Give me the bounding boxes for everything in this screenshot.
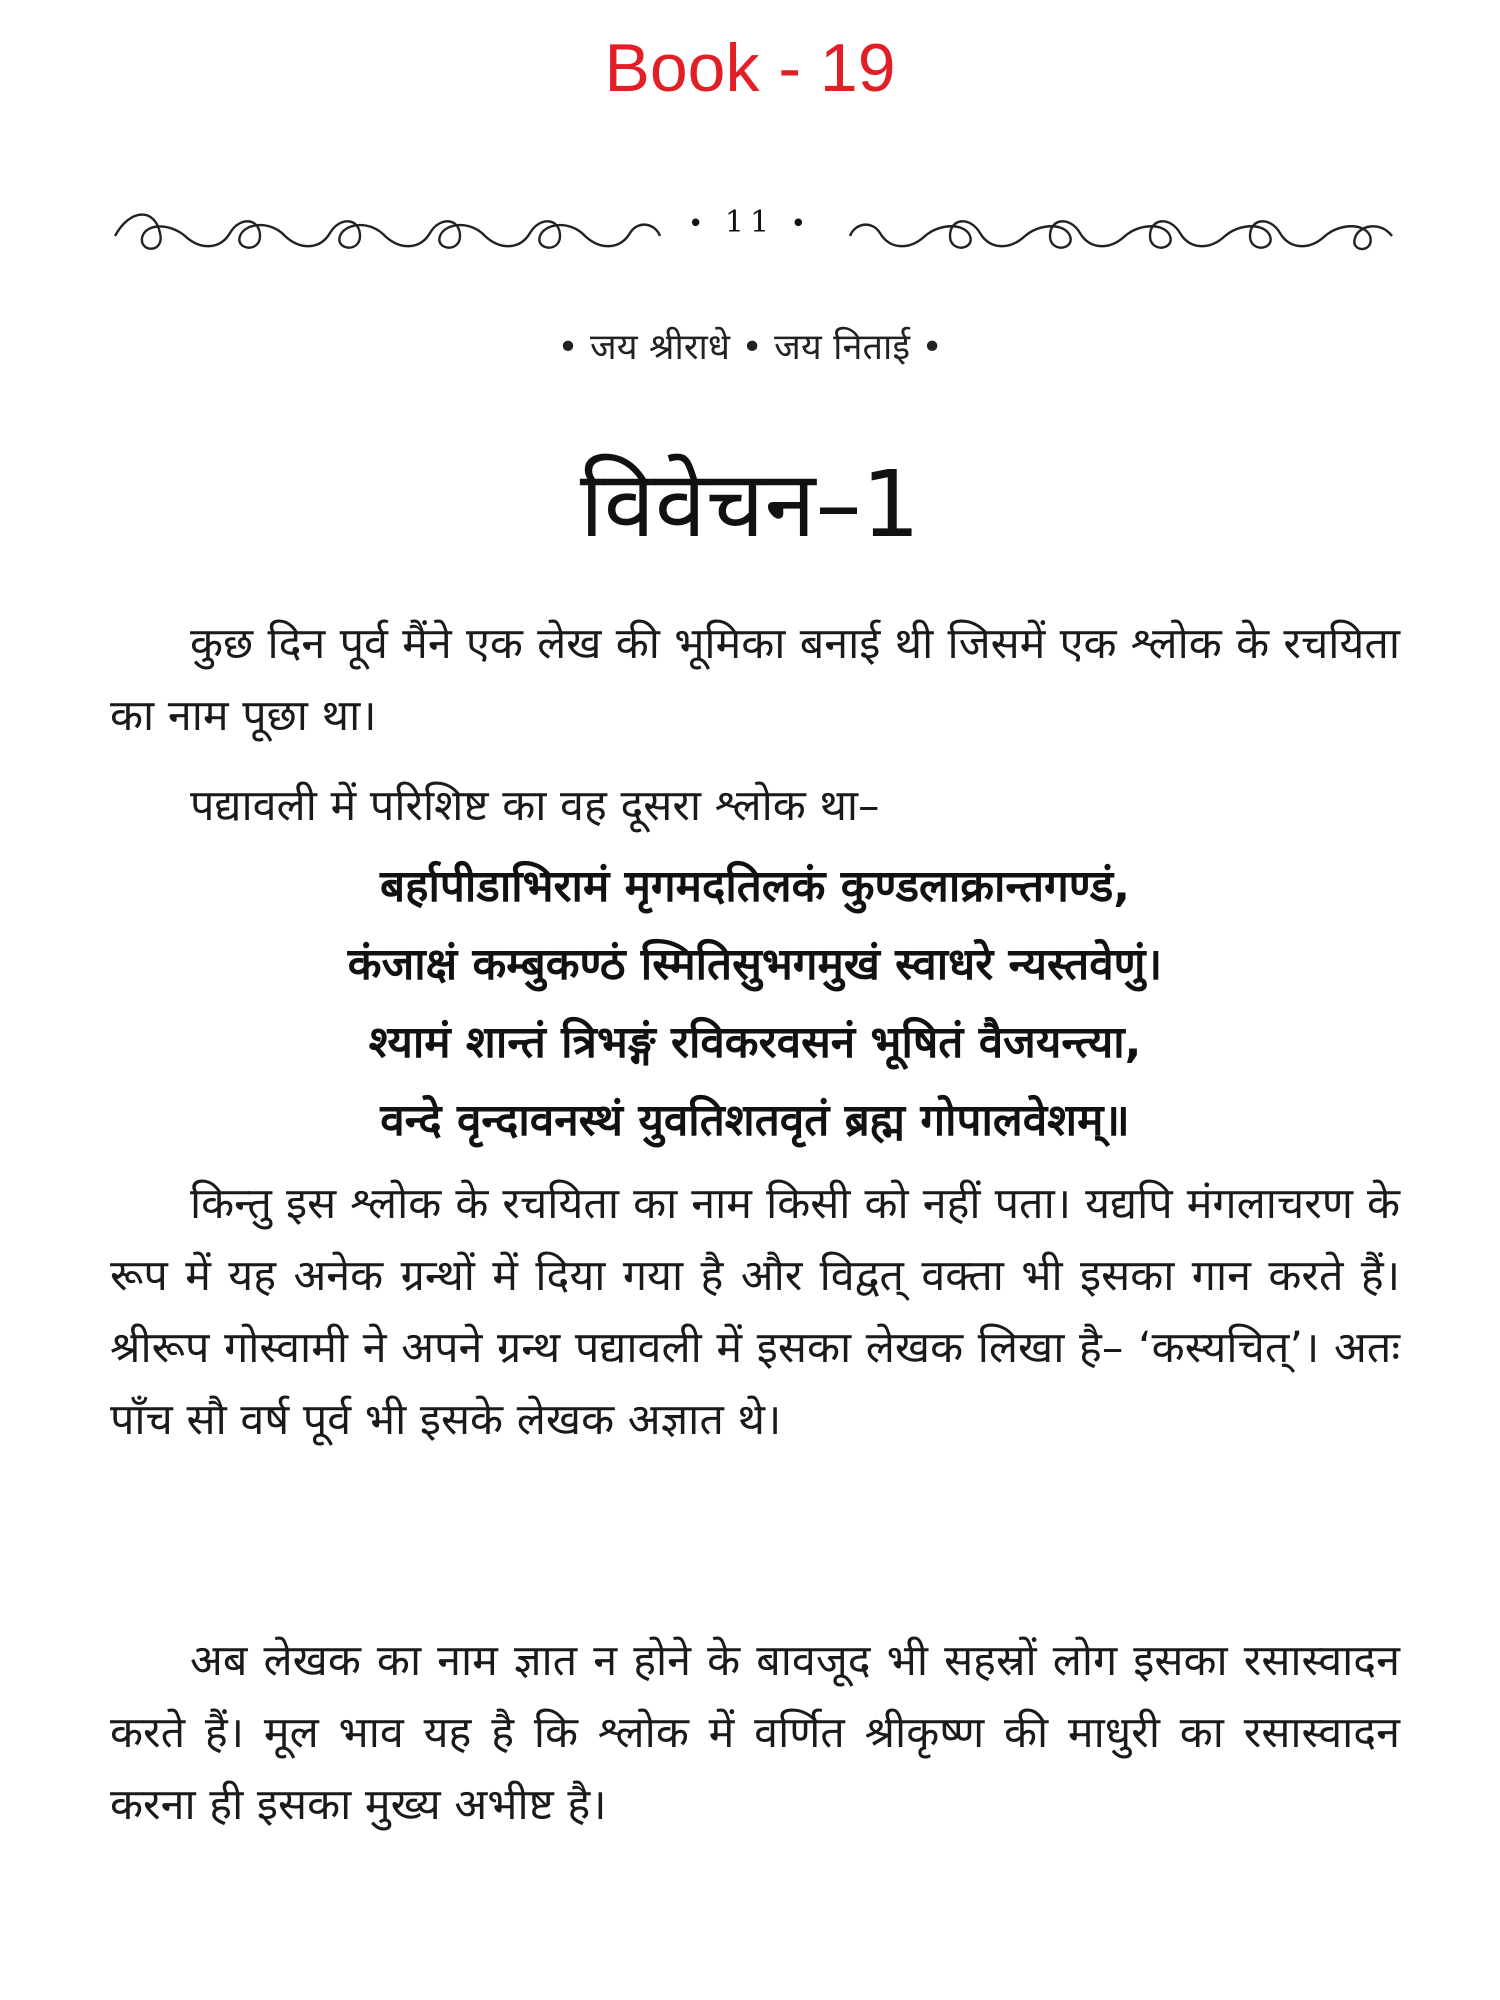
verse-line: वन्दे वृन्दावनस्थं युवतिशतवृतं ब्रह्म गोपालवेशम्॥ bbox=[380, 1095, 1130, 1146]
sanskrit-verse bbox=[110, 848, 1400, 1160]
chapter-title: विवेचन–1 bbox=[579, 451, 921, 558]
book-label: Book - 19 bbox=[604, 30, 896, 106]
paragraph-3: किन्तु इस श्लोक के रचयिता का नाम किसी को नहीं पता। यद्यपि मंगलाचरण के रूप में यह अनेक ग्रन्थों में दिया गया है और विद्वत् वक्ता भी इसका गान करते हैं। श्रीरूप गोस्वामी ने अपने ग्रन्थ पद्यावली में इसका लेखक लिखा है– ‘कस्यचित्’। अतः पाँच सौ वर्ष पूर्व भी इसके लेखक अज्ञात थे। bbox=[110, 1179, 1400, 1445]
verse-line: श्यामं शान्तं त्रिभङ्गं रविकरवसनं भूषितं वैजयन्त्या, bbox=[368, 1017, 1142, 1068]
page-number: • 11 • bbox=[688, 205, 812, 240]
tagline: • जय श्रीराधे • जय निताई • bbox=[557, 327, 943, 368]
paragraph-4-block bbox=[110, 1625, 1400, 1841]
paragraph-1: कुछ दिन पूर्व मैंने एक लेख की भूमिका बनाई थी जिसमें एक श्लोक के रचयिता का नाम पूछा था। bbox=[110, 619, 1400, 741]
verse-line: कंजाक्षं कम्बुकण्ठं स्मितिसुभगमुखं स्वाधरे न्यस्तवेणुं। bbox=[347, 939, 1163, 990]
verse-line: बर्हापीडाभिरामं मृगमदतिलकं कुण्डलाक्रान्तगण्डं, bbox=[380, 861, 1130, 912]
paragraph-3-block bbox=[110, 1168, 1400, 1456]
paragraph-4: अब लेखक का नाम ज्ञात न होने के बावजूद भी सहस्रों लोग इसका रसास्वादन करते हैं। मूल भाव यह है कि श्लोक में वर्णित श्रीकृष्ण की माधुरी का रसास्वादन करना ही इसका मुख्य अभीष्ट है। bbox=[110, 1636, 1400, 1830]
paragraph-2: पद्यावली में परिशिष्ट का वह दूसरा श्लोक था– bbox=[190, 781, 880, 831]
paragraph-1-block bbox=[110, 608, 1400, 752]
paragraph-2-block bbox=[110, 770, 1400, 842]
header-ornament bbox=[110, 198, 1400, 268]
left-flourish-icon bbox=[110, 198, 670, 268]
right-flourish-icon bbox=[840, 198, 1400, 268]
